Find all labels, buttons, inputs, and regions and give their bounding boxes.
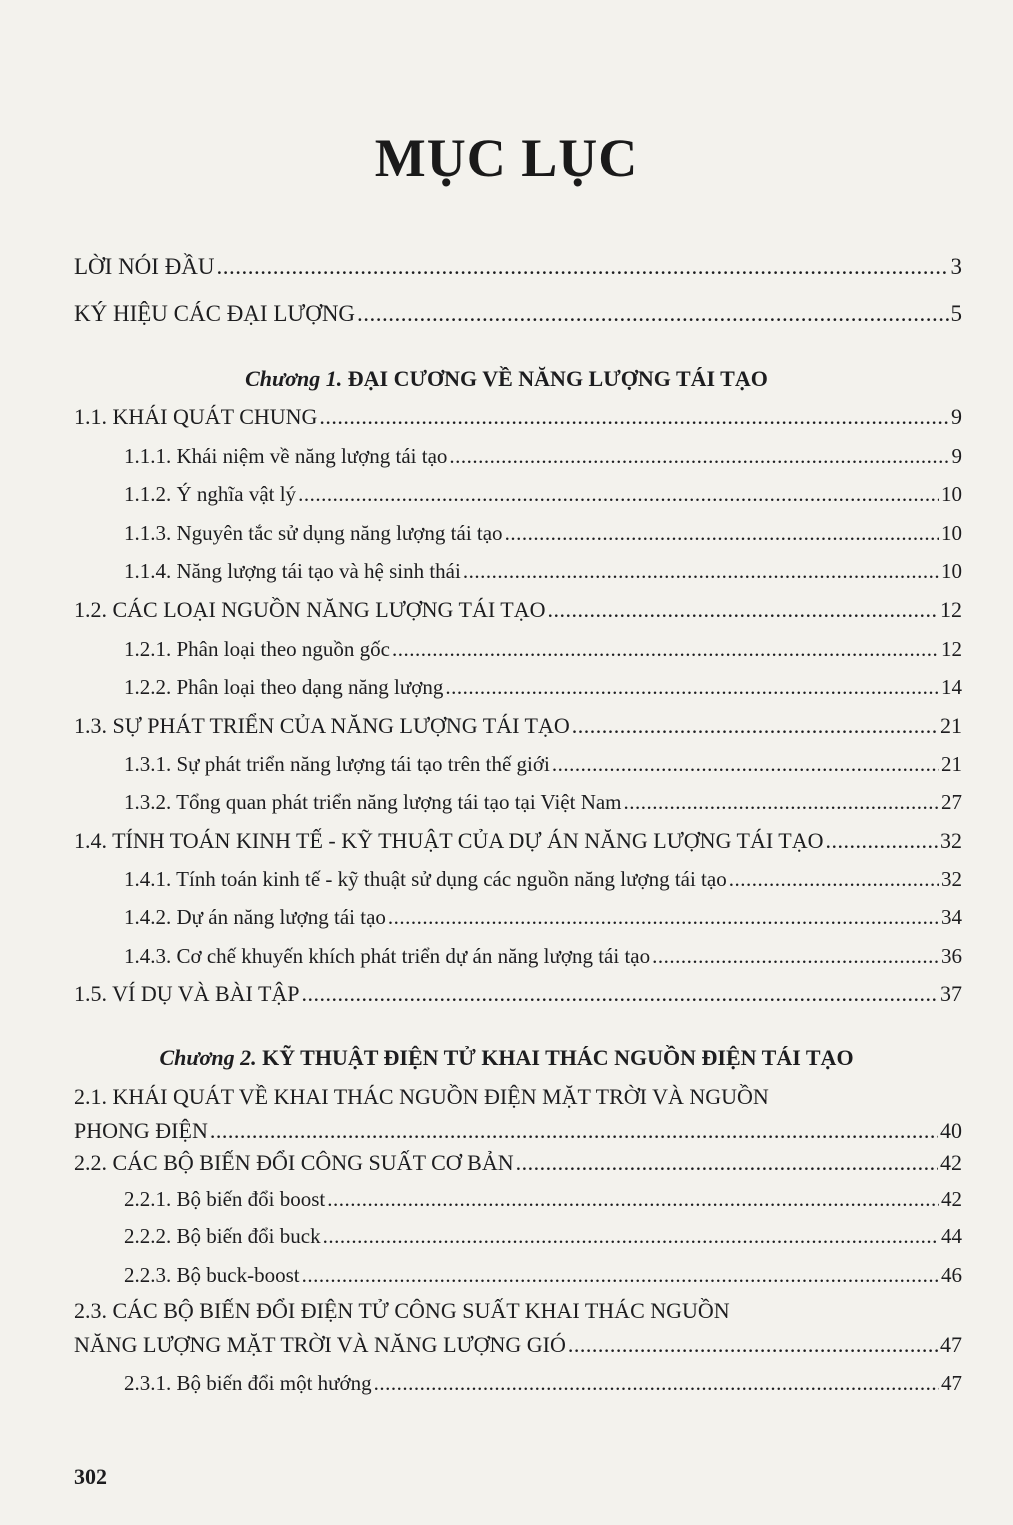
toc-entry: [124, 556, 962, 586]
toc-label: 1.1. KHÁI QUÁT CHUNG: [74, 404, 318, 429]
toc-page-number: 47: [940, 1332, 962, 1357]
toc-entry: [124, 941, 962, 971]
dot-leader: [388, 902, 939, 932]
toc-entry-symbols: [74, 299, 962, 329]
chapter-2-heading: [0, 1043, 1013, 1073]
toc-label: 1.2. CÁC LOẠI NGUỒN NĂNG LƯỢNG TÁI TẠO: [74, 597, 546, 622]
toc-entry: [74, 595, 962, 625]
dot-leader: [516, 1148, 938, 1178]
toc-label: 2.2.2. Bộ biến đổi buck: [124, 1224, 321, 1248]
toc-label: 1.1.4. Năng lượng tái tạo và hệ sinh thái: [124, 559, 461, 583]
dot-leader: [548, 595, 938, 625]
dot-leader: [217, 252, 949, 282]
toc-entry: [124, 634, 962, 664]
toc-page-number: 47: [941, 1371, 962, 1395]
toc-page-number: 9: [951, 444, 962, 468]
dot-leader: [357, 299, 948, 329]
toc-label: 1.2.2. Phân loại theo dạng năng lượng: [124, 675, 444, 699]
toc-label: 2.2. CÁC BỘ BIẾN ĐỔI CÔNG SUẤT CƠ BẢN: [74, 1150, 514, 1175]
toc-label: 1.4.2. Dự án năng lượng tái tạo: [124, 905, 386, 929]
toc-entry: [74, 826, 962, 856]
toc-entry: [124, 518, 962, 548]
dot-leader: [729, 864, 939, 894]
dot-leader: [572, 711, 938, 741]
chapter-prefix: Chương 1.: [245, 366, 343, 391]
toc-page-number: 12: [941, 637, 962, 661]
dot-leader: [624, 787, 939, 817]
toc-entry: [124, 787, 962, 817]
toc-label: 1.1.3. Nguyên tắc sử dụng năng lượng tái tạo: [124, 521, 503, 545]
toc-page-number: 9: [951, 404, 962, 429]
chapter-1-heading: [0, 364, 1013, 394]
toc-entry: [124, 1221, 962, 1251]
dot-leader: [298, 479, 939, 509]
chapter-title: KỸ THUẬT ĐIỆN TỬ KHAI THÁC NGUỒN ĐIỆN TÁI TẠO: [262, 1045, 854, 1070]
toc-label: 2.2.3. Bộ buck-boost: [124, 1263, 300, 1287]
chapter-title: ĐẠI CƯƠNG VỀ NĂNG LƯỢNG TÁI TẠO: [347, 366, 768, 391]
dot-leader: [449, 441, 949, 471]
dot-leader: [323, 1221, 939, 1251]
toc-label: 1.4.3. Cơ chế khuyến khích phát triển dự án năng lượng tái tạo: [124, 944, 651, 968]
chapter-prefix: Chương 2.: [159, 1045, 257, 1070]
dot-leader: [392, 634, 939, 664]
toc-entry: [74, 402, 962, 432]
toc-entry-foreword: [74, 252, 962, 282]
toc-entry: [124, 441, 962, 471]
toc-page-number: 14: [941, 675, 962, 699]
toc-page-number: 32: [940, 828, 962, 853]
dot-leader: [552, 749, 939, 779]
toc-label: PHONG ĐIỆN: [74, 1118, 208, 1143]
toc-label: 1.5. VÍ DỤ VÀ BÀI TẬP: [74, 981, 300, 1006]
toc-page-number: 10: [941, 521, 962, 545]
toc-page-number: 21: [940, 713, 962, 738]
toc-entry: [74, 979, 962, 1009]
dot-leader: [319, 402, 949, 432]
toc-entry: [124, 1368, 962, 1398]
toc-entry: [124, 672, 962, 702]
toc-label: 1.3.2. Tổng quan phát triển năng lượng tái tạo tại Việt Nam: [124, 790, 622, 814]
toc-label: 1.3.1. Sự phát triển năng lượng tái tạo trên thế giới: [124, 752, 550, 776]
toc-label: KÝ HIỆU CÁC ĐẠI LƯỢNG: [74, 301, 356, 326]
toc-label: LỜI NÓI ĐẦU: [74, 254, 215, 279]
toc-page-number: 5: [950, 301, 962, 326]
dot-leader: [505, 518, 939, 548]
toc-page-number: 46: [941, 1263, 962, 1287]
toc-entry: [124, 1260, 962, 1290]
dot-leader: [302, 979, 938, 1009]
toc-entry-2-3-line2: [74, 1330, 962, 1360]
toc-page-number: 32: [941, 867, 962, 891]
toc-page-number: 36: [941, 944, 962, 968]
toc-page-number: 34: [941, 905, 962, 929]
toc-page-number: 44: [941, 1224, 962, 1248]
page-title: MỤC LỤC: [374, 128, 639, 188]
toc-label: 1.1.1. Khái niệm về năng lượng tái tạo: [124, 444, 448, 468]
dot-leader: [463, 556, 939, 586]
toc-page-number: 42: [940, 1150, 962, 1175]
toc-page-number: 10: [941, 559, 962, 583]
dot-leader: [826, 826, 938, 856]
toc-entry: [124, 864, 962, 894]
toc-entry: [124, 479, 962, 509]
toc-entry: [74, 711, 962, 741]
dot-leader: [302, 1260, 939, 1290]
dot-leader: [568, 1330, 938, 1360]
dot-leader: [327, 1184, 939, 1214]
toc-page-number: 40: [940, 1118, 962, 1143]
toc-entry: [74, 1148, 962, 1178]
toc-entry-2-1-line1: 2.1. KHÁI QUÁT VỀ KHAI THÁC NGUỒN ĐIỆN MẶT TRỜI VÀ NGUỒN: [74, 1084, 769, 1109]
toc-entry: [124, 1184, 962, 1214]
toc-label: 1.1.2. Ý nghĩa vật lý: [124, 482, 297, 506]
toc-entry-2-1-line2: [74, 1116, 962, 1146]
toc-entry-2-3-line1: 2.3. CÁC BỘ BIẾN ĐỔI ĐIỆN TỬ CÔNG SUẤT KHAI THÁC NGUỒN: [74, 1298, 730, 1323]
toc-label: 2.3.1. Bộ biến đổi một hướng: [124, 1371, 372, 1395]
toc-page-number: 12: [940, 597, 962, 622]
page-number: 302: [74, 1464, 107, 1489]
toc-label: 1.4.1. Tính toán kinh tế - kỹ thuật sử dụng các nguồn năng lượng tái tạo: [124, 867, 727, 891]
toc-page-number: 10: [941, 482, 962, 506]
toc-label: 1.3. SỰ PHÁT TRIỂN CỦA NĂNG LƯỢNG TÁI TẠO: [74, 713, 570, 738]
toc-page-number: 21: [941, 752, 962, 776]
toc-label: 2.2.1. Bộ biến đổi boost: [124, 1187, 326, 1211]
toc-page-number: 37: [940, 981, 962, 1006]
toc-entry: [124, 902, 962, 932]
toc-label: 1.2.1. Phân loại theo nguồn gốc: [124, 637, 390, 661]
dot-leader: [210, 1116, 938, 1146]
toc-label: NĂNG LƯỢNG MẶT TRỜI VÀ NĂNG LƯỢNG GIÓ: [74, 1332, 566, 1357]
toc-page-number: 27: [941, 790, 962, 814]
dot-leader: [374, 1368, 939, 1398]
toc-page-number: 3: [950, 254, 962, 279]
dot-leader: [652, 941, 939, 971]
dot-leader: [445, 672, 939, 702]
toc-label: 1.4. TÍNH TOÁN KINH TẾ - KỸ THUẬT CỦA DỰ ÁN NĂNG LƯỢNG TÁI TẠO: [74, 828, 824, 853]
toc-entry: [124, 749, 962, 779]
toc-page-number: 42: [941, 1187, 962, 1211]
